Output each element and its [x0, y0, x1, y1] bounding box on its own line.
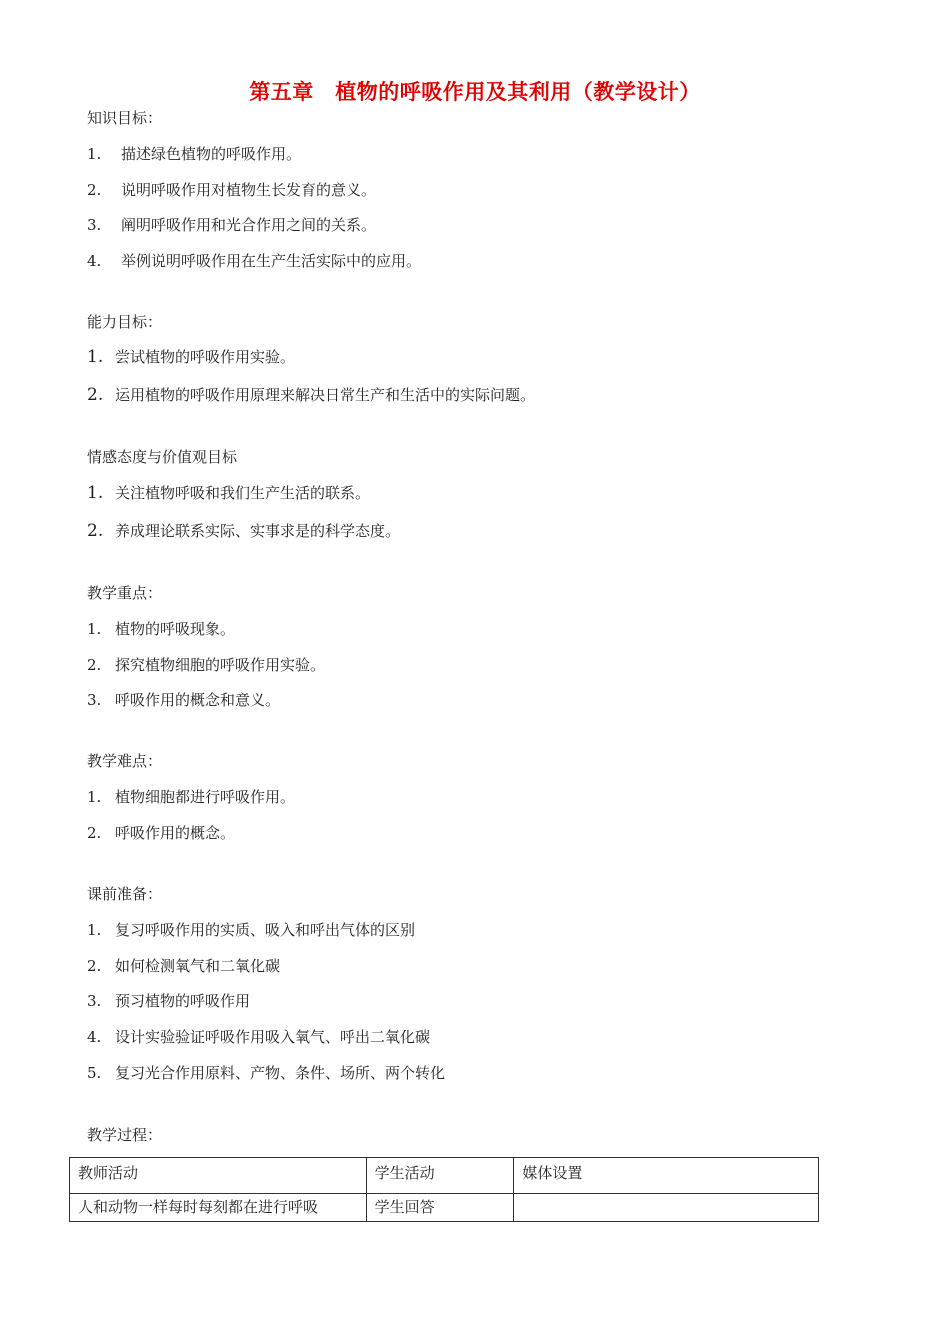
item-text: 探究植物细胞的呼吸作用实验。 — [115, 656, 326, 674]
knowledge-item — [87, 215, 376, 235]
item-number: 1. — [87, 483, 104, 503]
item-number: 2. — [87, 181, 102, 199]
table-header-row — [70, 1158, 819, 1194]
item-number: 1. — [87, 921, 102, 939]
item-text: 复习光合作用原料、产物、条件、场所、两个转化 — [115, 1064, 446, 1082]
item-text: 复习呼吸作用的实质、吸入和呼出气体的区别 — [115, 921, 416, 939]
key-point-item — [87, 655, 325, 675]
item-text: 植物细胞都进行呼吸作用。 — [115, 788, 296, 806]
ability-heading: 能力目标： — [87, 313, 163, 331]
emotion-item — [87, 521, 400, 541]
preparation-item — [87, 1027, 430, 1047]
header-student-activity: 学生活动 — [366, 1158, 514, 1194]
item-number: 1. — [87, 788, 102, 806]
item-text: 预习植物的呼吸作用 — [115, 992, 251, 1010]
item-text: 植物的呼吸现象。 — [115, 620, 236, 638]
ability-item — [87, 385, 535, 405]
item-text: 呼吸作用的概念和意义。 — [115, 691, 281, 709]
preparation-item — [87, 1063, 445, 1083]
item-number: 2. — [87, 824, 102, 842]
emotion-heading: 情感态度与价值观目标 — [87, 448, 238, 466]
key-points-heading: 教学重点： — [87, 584, 163, 602]
item-text: 养成理论联系实际、实事求是的科学态度。 — [115, 522, 401, 540]
header-teacher-activity: 教师活动 — [70, 1158, 367, 1194]
item-text: 描述绿色植物的呼吸作用。 — [121, 145, 302, 163]
item-number: 3. — [87, 992, 102, 1010]
item-text: 呼吸作用的概念。 — [115, 824, 236, 842]
preparation-item — [87, 991, 250, 1011]
process-table — [69, 1157, 819, 1222]
difficulties-heading: 教学难点： — [87, 752, 163, 770]
item-number: 1. — [87, 620, 102, 638]
item-number: 4. — [87, 252, 102, 270]
knowledge-heading: 知识目标： — [87, 109, 163, 127]
item-number: 2. — [87, 385, 104, 405]
item-number: 1. — [87, 145, 102, 163]
item-number: 3. — [87, 691, 102, 709]
item-number: 2. — [87, 656, 102, 674]
key-point-item — [87, 690, 280, 710]
page-title: 第五章 植物的呼吸作用及其利用（教学设计） — [249, 80, 701, 104]
table-cell: 人和动物一样每时每刻都在进行呼吸 — [70, 1194, 367, 1222]
item-number: 2. — [87, 957, 102, 975]
item-text: 说明呼吸作用对植物生长发育的意义。 — [121, 181, 377, 199]
difficulty-item — [87, 787, 295, 807]
item-number: 4. — [87, 1028, 102, 1046]
knowledge-item — [87, 144, 301, 164]
table-row — [70, 1194, 819, 1222]
process-heading: 教学过程： — [87, 1126, 163, 1144]
preparation-item — [87, 956, 280, 976]
emotion-item — [87, 483, 370, 503]
preparation-heading: 课前准备： — [87, 885, 163, 903]
table-cell — [514, 1194, 819, 1222]
knowledge-item — [87, 180, 376, 200]
item-text: 尝试植物的呼吸作用实验。 — [115, 348, 296, 366]
item-number: 5. — [87, 1064, 102, 1082]
table-cell: 学生回答 — [366, 1194, 514, 1222]
item-text: 设计实验验证呼吸作用吸入氧气、呼出二氧化碳 — [115, 1028, 431, 1046]
key-point-item — [87, 619, 235, 639]
difficulty-item — [87, 823, 235, 843]
item-text: 阐明呼吸作用和光合作用之间的关系。 — [121, 216, 377, 234]
header-media-setup: 媒体设置 — [514, 1158, 819, 1194]
ability-item — [87, 347, 295, 367]
item-text: 如何检测氧气和二氧化碳 — [115, 957, 281, 975]
item-number: 1. — [87, 347, 104, 367]
item-text: 运用植物的呼吸作用原理来解决日常生产和生活中的实际问题。 — [115, 386, 536, 404]
item-number: 3. — [87, 216, 102, 234]
item-text: 举例说明呼吸作用在生产生活实际中的应用。 — [121, 252, 422, 270]
preparation-item — [87, 920, 415, 940]
item-number: 2. — [87, 521, 104, 541]
knowledge-item — [87, 251, 421, 271]
item-text: 关注植物呼吸和我们生产生活的联系。 — [115, 484, 371, 502]
